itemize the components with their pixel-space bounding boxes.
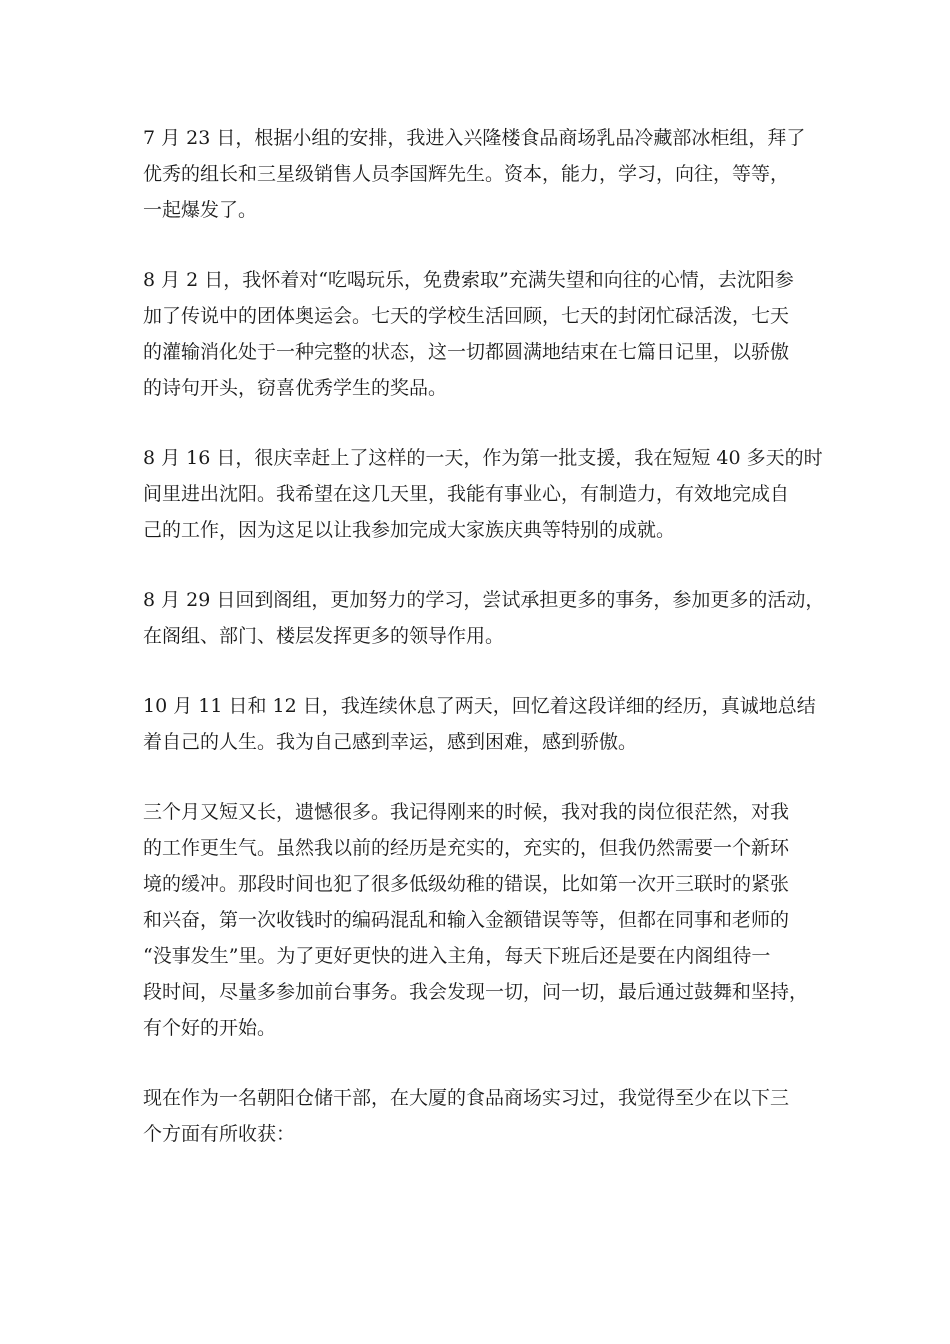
paragraph-three-months <box>143 794 813 1046</box>
text-line: 8 月 29 日回到阁组，更加努力的学习，尝试承担更多的事务，参加更多的活动， <box>143 589 825 611</box>
paragraph-aug-16 <box>143 440 823 548</box>
paragraph-aug-29 <box>143 582 825 654</box>
text-line: 8 月 2 日，我怀着对“吃喝玩乐，免费索取”充满失望和向往的心情，去沈阳参 <box>143 269 794 291</box>
text-line: 有个好的开始。 <box>143 1017 277 1039</box>
text-line: “没事发生”里。为了更好更快的进入主角，每天下班后还是要在内阁组待一 <box>143 945 771 967</box>
paragraph-conclusion <box>143 1080 813 1152</box>
text-line: 己的工作，因为这足以让我参加完成大家族庆典等特别的成就。 <box>143 519 676 541</box>
text-line: 在阁组、部门、楼层发挥更多的领导作用。 <box>143 625 505 647</box>
text-line: 和兴奋，第一次收钱时的编码混乱和输入金额错误等等，但都在同事和老师的 <box>143 909 790 931</box>
paragraph-oct-11 <box>143 688 816 760</box>
text-line: 境的缓冲。那段时间也犯了很多低级幼稚的错误，比如第一次开三联时的紧张 <box>143 873 790 895</box>
text-line: 一起爆发了。 <box>143 199 258 221</box>
text-line: 的诗句开头，窃喜优秀学生的奖品。 <box>143 377 448 399</box>
document-body <box>143 120 825 1186</box>
text-line: 的灌输消化处于一种完整的状态，这一切都圆满地结束在七篇日记里，以骄傲 <box>143 341 790 363</box>
text-line: 的工作更生气。虽然我以前的经历是充实的，充实的，但我仍然需要一个新环 <box>143 837 790 859</box>
text-line: 优秀的组长和三星级销售人员李国辉先生。资本，能力，学习，向往，等等， <box>143 163 790 185</box>
text-line: 着自己的人生。我为自己感到幸运，感到困难，感到骄傲。 <box>143 731 638 753</box>
text-line: 段时间，尽量多参加前台事务。我会发现一切，问一切，最后通过鼓舞和坚持， <box>143 981 809 1003</box>
text-line: 间里进出沈阳。我希望在这几天里，我能有事业心，有制造力，有效地完成自 <box>143 483 790 505</box>
text-line: 个方面有所收获： <box>143 1123 296 1145</box>
text-line: 7 月 23 日，根据小组的安排，我进入兴隆楼食品商场乳品冷藏部冰柜组，拜了 <box>143 127 806 149</box>
text-line: 加了传说中的团体奥运会。七天的学校生活回顾，七天的封闭忙碌活泼，七天 <box>143 305 790 327</box>
text-line: 10 月 11 日和 12 日，我连续休息了两天，回忆着这段详细的经历，真诚地总结 <box>143 695 816 717</box>
paragraph-jul-23 <box>143 120 813 228</box>
paragraph-aug-2 <box>143 262 813 406</box>
text-line: 三个月又短又长，遗憾很多。我记得刚来的时候，我对我的岗位很茫然，对我 <box>143 801 790 823</box>
text-line: 8 月 16 日，很庆幸赶上了这样的一天，作为第一批支援，我在短短 40 多天的时 <box>143 447 823 469</box>
text-line: 现在作为一名朝阳仓储干部，在大厦的食品商场实习过，我觉得至少在以下三 <box>143 1087 790 1109</box>
